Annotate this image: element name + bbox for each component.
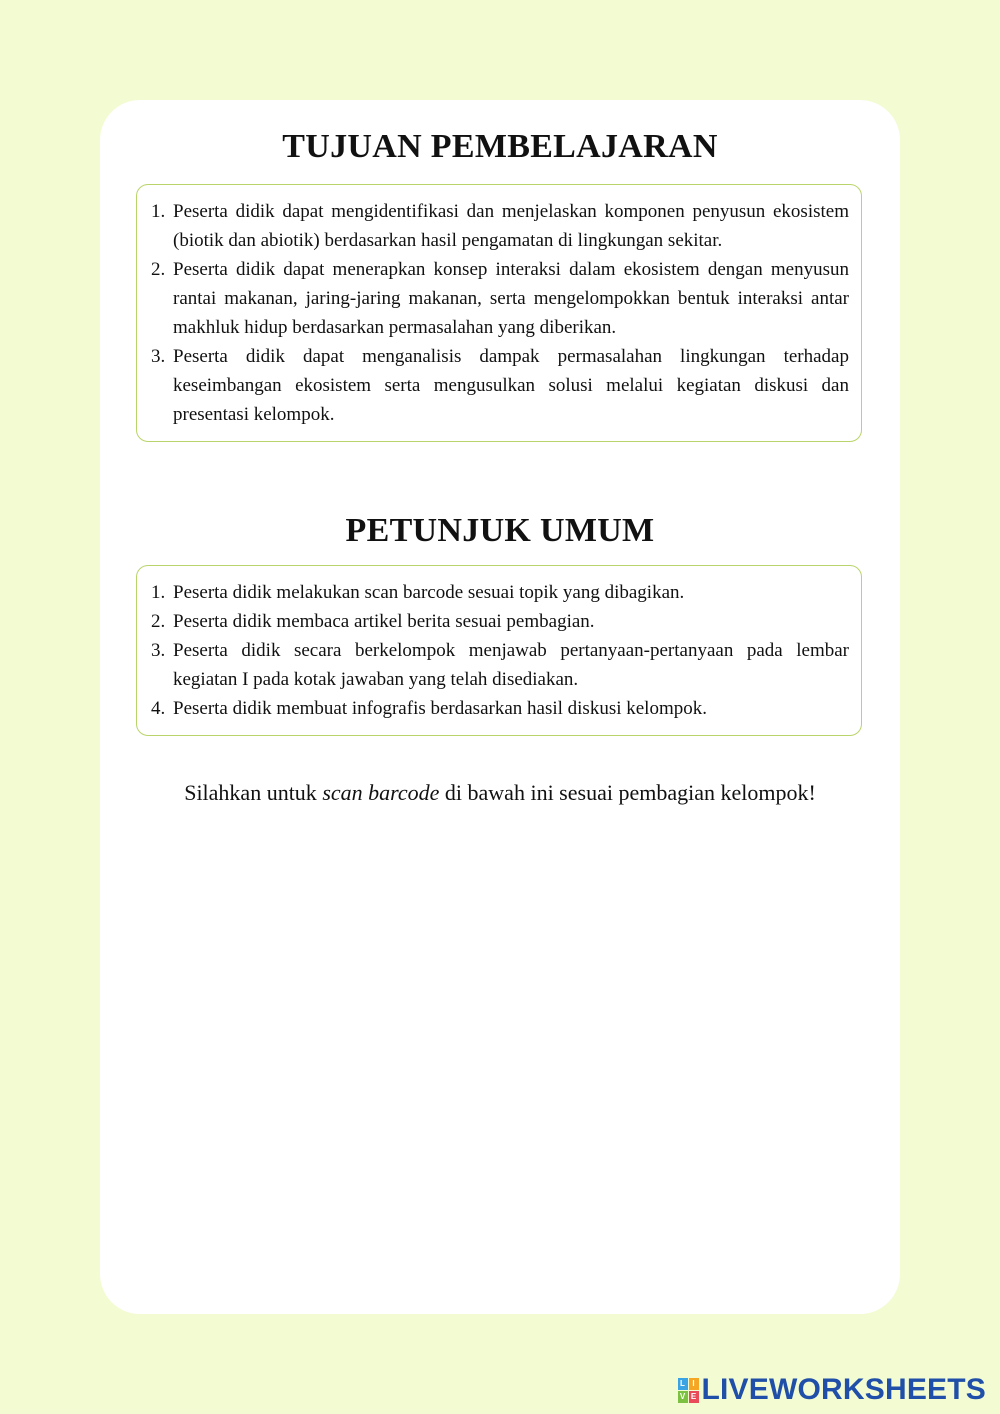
scan-instruction: Silahkan untuk scan barcode di bawah ini sesuai pembagian kelompok!: [184, 780, 816, 805]
scan-barcode-emphasis: scan barcode: [322, 780, 440, 805]
list-item: 4. Peserta didik membuat infografis berdasarkan hasil diskusi kelompok.: [151, 698, 707, 719]
brand-name: LIVEWORKSHEETS: [701, 1373, 986, 1406]
tujuan-box: [136, 184, 862, 442]
liveworksheets-logo-icon: [678, 1378, 699, 1403]
logo-cell: I: [689, 1378, 699, 1390]
worksheet-card: [100, 100, 900, 1314]
list-item: 3. Peserta didik secara berkelompok menjawab pertanyaan-pertanyaan pada lembar kegiatan I pada kotak jawaban yang telah disediakan.: [151, 640, 849, 690]
list-item: 2. Peserta didik dapat menerapkan konsep interaksi dalam ekosistem dengan menyusun rantai makanan, jaring-jaring makanan, serta mengelompokkan bentuk interaksi antar makhluk hidup berdasarkan permasalahan yang diberikan.: [151, 259, 849, 338]
petunjuk-list: [151, 578, 849, 723]
logo-cell: V: [678, 1391, 688, 1403]
list-item: 1. Peserta didik melakukan scan barcode sesuai topik yang dibagikan.: [151, 582, 685, 603]
liveworksheets-brand[interactable]: [678, 1373, 987, 1407]
logo-cell: L: [678, 1378, 688, 1390]
list-item: 2. Peserta didik membaca artikel berita sesuai pembagian.: [151, 611, 595, 632]
petunjuk-box: [136, 565, 862, 736]
list-item: 1. Peserta didik dapat mengidentifikasi dan menjelaskan komponen penyusun ekosistem (biotik dan abiotik) berdasarkan hasil pengamatan di lingkungan sekitar.: [151, 201, 849, 251]
petunjuk-title: PETUNJUK UMUM: [345, 512, 655, 549]
list-item: 3. Peserta didik dapat menganalisis dampak permasalahan lingkungan terhadap keseimbangan ekosistem serta mengusulkan solusi melalui kegiatan diskusi dan presentasi kelompok.: [151, 346, 849, 425]
tujuan-list: [151, 197, 849, 429]
tujuan-title: TUJUAN PEMBELAJARAN: [282, 128, 718, 165]
logo-cell: E: [689, 1391, 699, 1403]
